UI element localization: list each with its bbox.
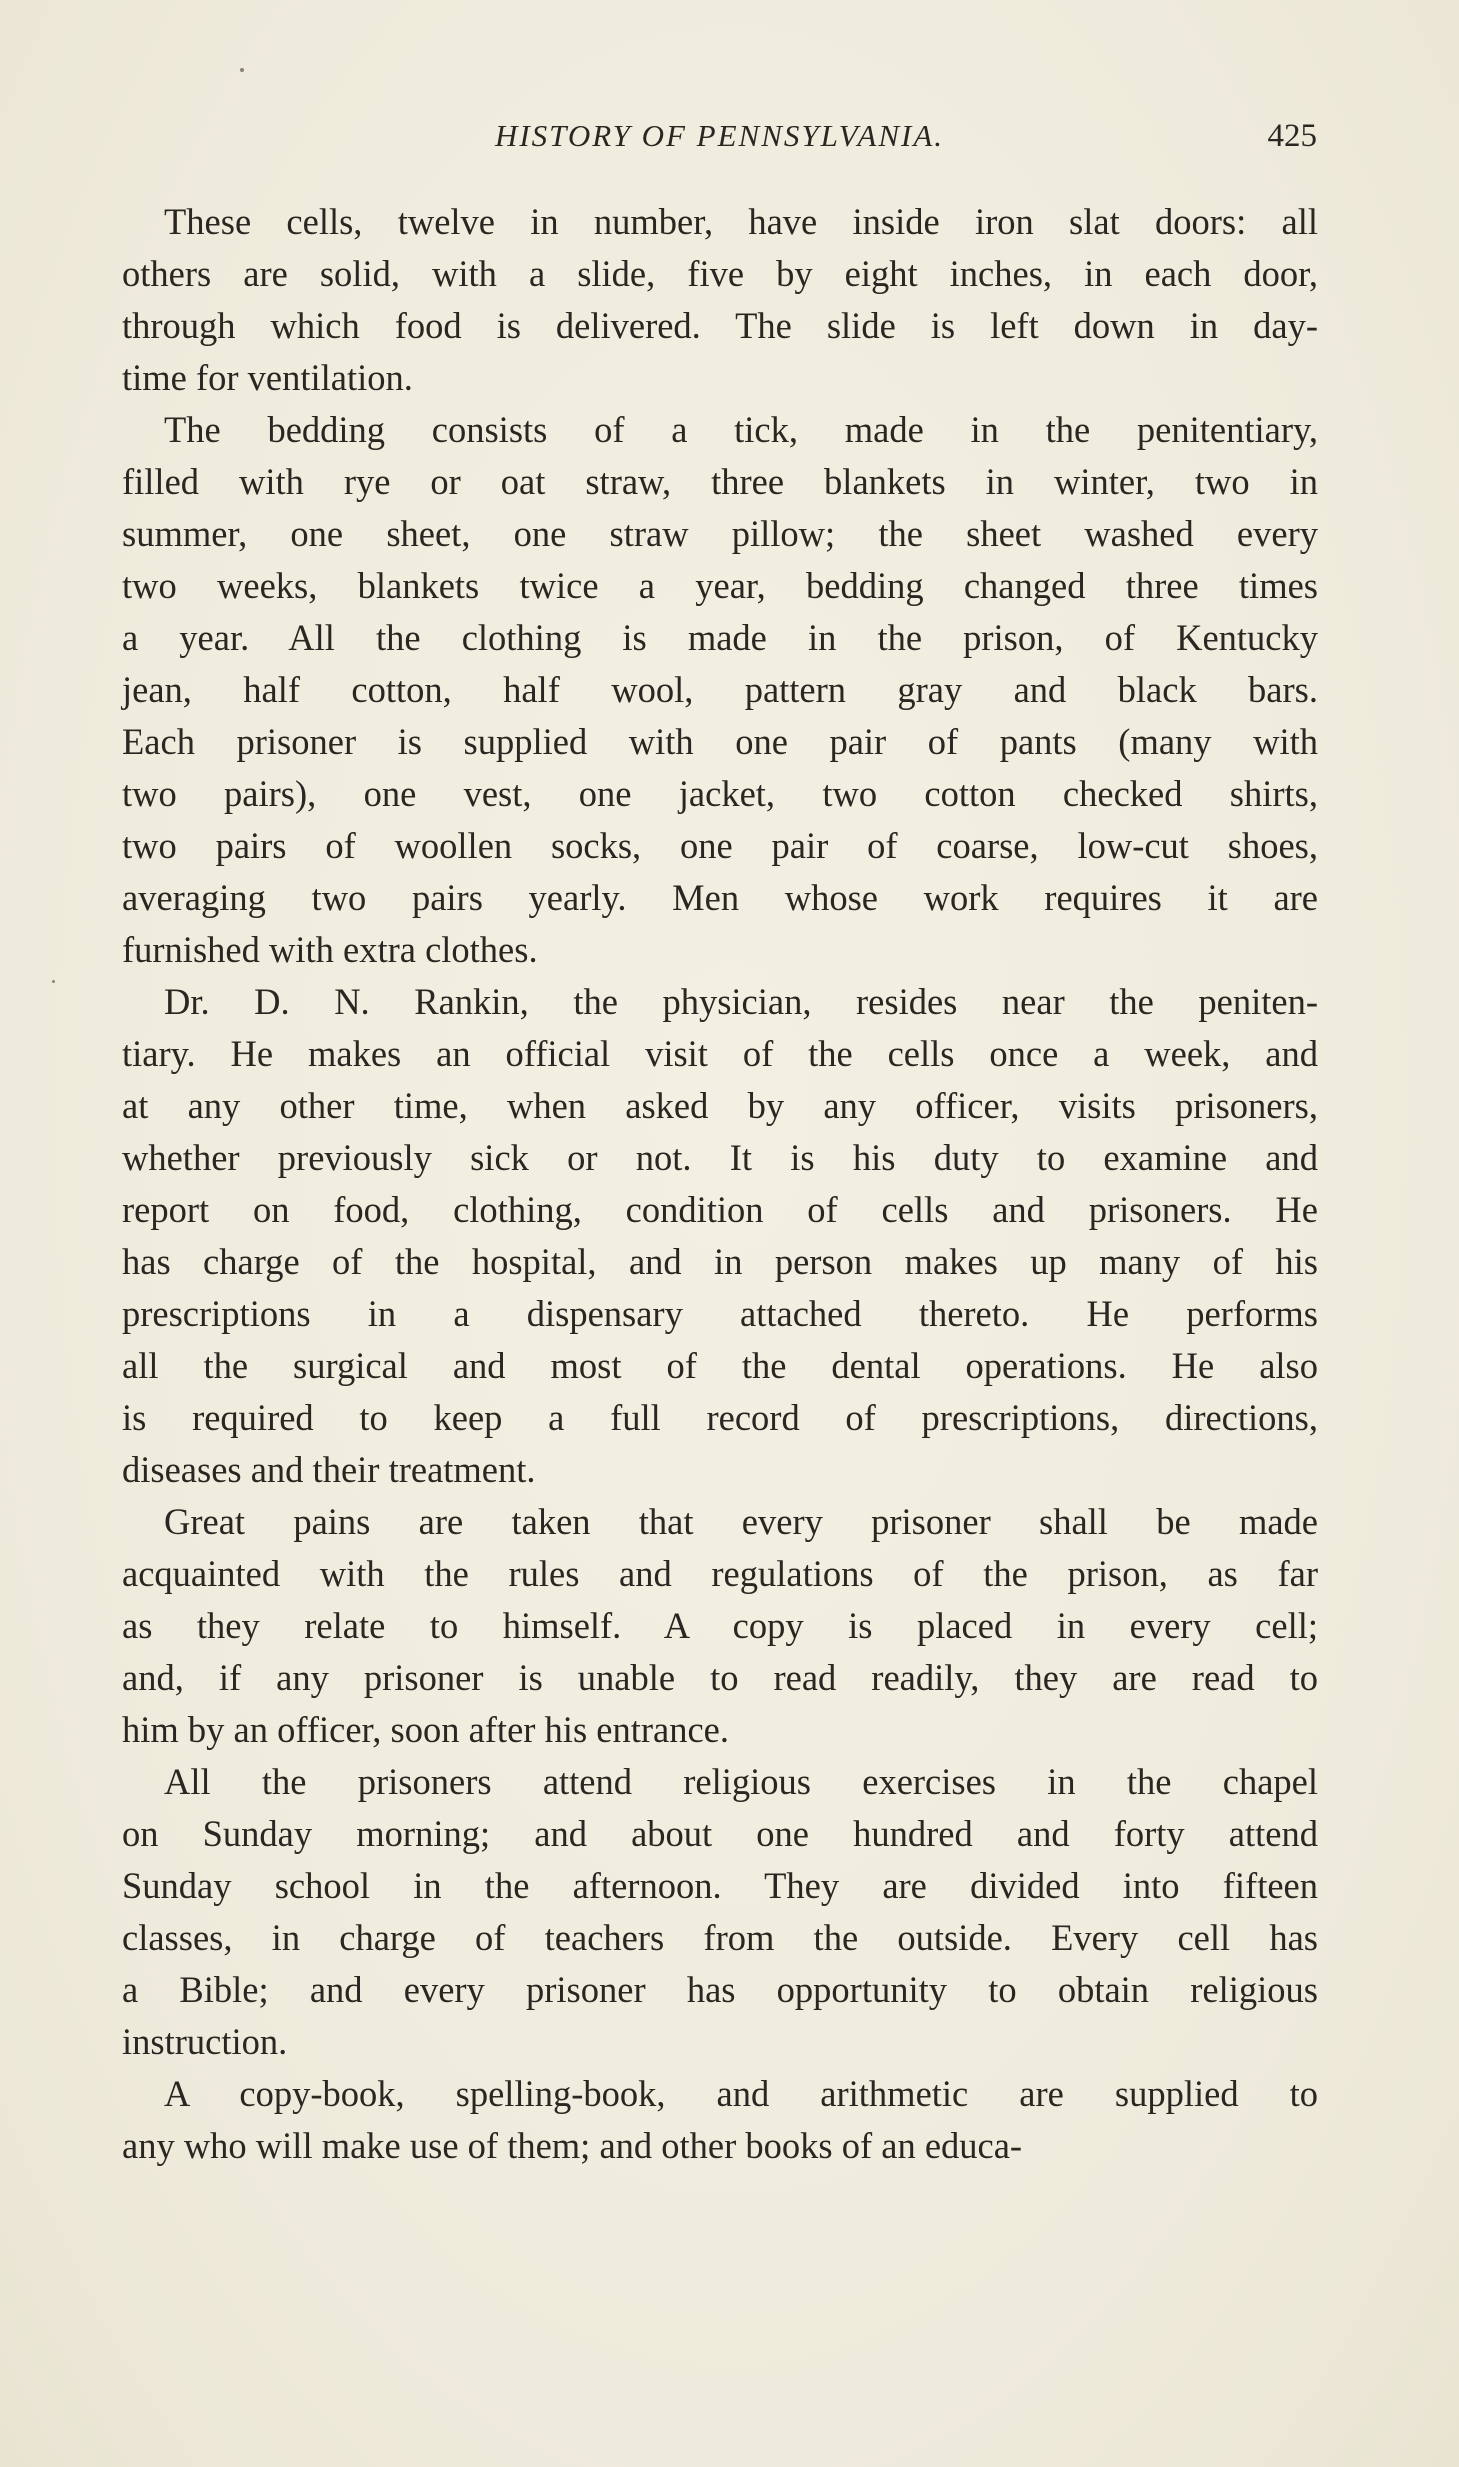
text-line: The bedding consists of a tick, made in the penitentiary, [164, 409, 1318, 450]
text-line: Each prisoner is supplied with one pair of pants (many with [122, 721, 1318, 762]
text-line: two weeks, blankets twice a year, bedding changed three times [122, 565, 1318, 606]
paragraph [122, 404, 1318, 976]
paragraph [122, 2068, 1318, 2172]
page-number: 425 [1267, 118, 1317, 154]
text-line: All the prisoners attend religious exercises in the chapel [164, 1761, 1318, 1802]
text-line: all the surgical and most of the dental operations. He also [122, 1345, 1318, 1386]
text-line: a Bible; and every prisoner has opportunity to obtain religious [122, 1969, 1318, 2010]
page-header [122, 118, 1317, 166]
text-line: a year. All the clothing is made in the prison, of Kentucky [122, 617, 1318, 658]
text-line: A copy-book, spelling-book, and arithmetic are supplied to [164, 2073, 1318, 2114]
text-line: instruction. [122, 2021, 288, 2062]
text-line: summer, one sheet, one straw pillow; the sheet washed every [122, 513, 1318, 554]
paragraph [122, 196, 1318, 404]
running-title: HISTORY OF PENNSYLVANIA. [494, 118, 945, 153]
text-line: prescriptions in a dispensary attached thereto. He performs [122, 1293, 1318, 1334]
text-line: diseases and their treatment. [122, 1449, 536, 1490]
text-line: on Sunday morning; and about one hundred and forty attend [122, 1813, 1318, 1854]
text-line: any who will make use of them; and other books of an educa- [122, 2125, 1023, 2166]
text-line: two pairs of woollen socks, one pair of coarse, low-cut shoes, [122, 825, 1318, 866]
text-line: Dr. D. N. Rankin, the physician, resides near the peniten- [164, 981, 1318, 1022]
paragraph [122, 976, 1318, 1496]
text-line: two pairs), one vest, one jacket, two cotton checked shirts, [122, 773, 1318, 814]
text-line: whether previously sick or not. It is his duty to examine and [122, 1137, 1318, 1178]
scan-speck [240, 68, 244, 72]
text-line: acquainted with the rules and regulations of the prison, as far [122, 1553, 1318, 1594]
text-line: time for ventilation. [122, 357, 413, 398]
text-line: furnished with extra clothes. [122, 929, 538, 970]
text-line: through which food is delivered. The slide is left down in day- [122, 305, 1318, 346]
text-line: These cells, twelve in number, have inside iron slat doors: all [164, 201, 1318, 242]
body-text [122, 196, 1318, 2172]
text-line: is required to keep a full record of prescriptions, directions, [122, 1397, 1318, 1438]
text-line: Great pains are taken that every prisoner shall be made [164, 1501, 1318, 1542]
text-line: has charge of the hospital, and in person makes up many of his [122, 1241, 1318, 1282]
text-line: jean, half cotton, half wool, pattern gray and black bars. [122, 669, 1318, 710]
text-line: averaging two pairs yearly. Men whose work requires it are [122, 877, 1318, 918]
text-line: classes, in charge of teachers from the outside. Every cell has [122, 1917, 1318, 1958]
text-line: filled with rye or oat straw, three blankets in winter, two in [122, 461, 1318, 502]
text-line: others are solid, with a slide, five by eight inches, in each door, [122, 253, 1318, 294]
text-line: as they relate to himself. A copy is placed in every cell; [122, 1605, 1318, 1646]
text-line: at any other time, when asked by any officer, visits prisoners, [122, 1085, 1318, 1126]
paragraph [122, 1496, 1318, 1756]
text-line: and, if any prisoner is unable to read readily, they are read to [122, 1657, 1318, 1698]
text-line: report on food, clothing, condition of cells and prisoners. He [122, 1189, 1318, 1230]
scan-speck [52, 980, 55, 983]
text-line: him by an officer, soon after his entrance. [122, 1709, 729, 1750]
text-line: Sunday school in the afternoon. They are divided into fifteen [122, 1865, 1318, 1906]
text-line: tiary. He makes an official visit of the cells once a week, and [122, 1033, 1318, 1074]
paragraph [122, 1756, 1318, 2068]
